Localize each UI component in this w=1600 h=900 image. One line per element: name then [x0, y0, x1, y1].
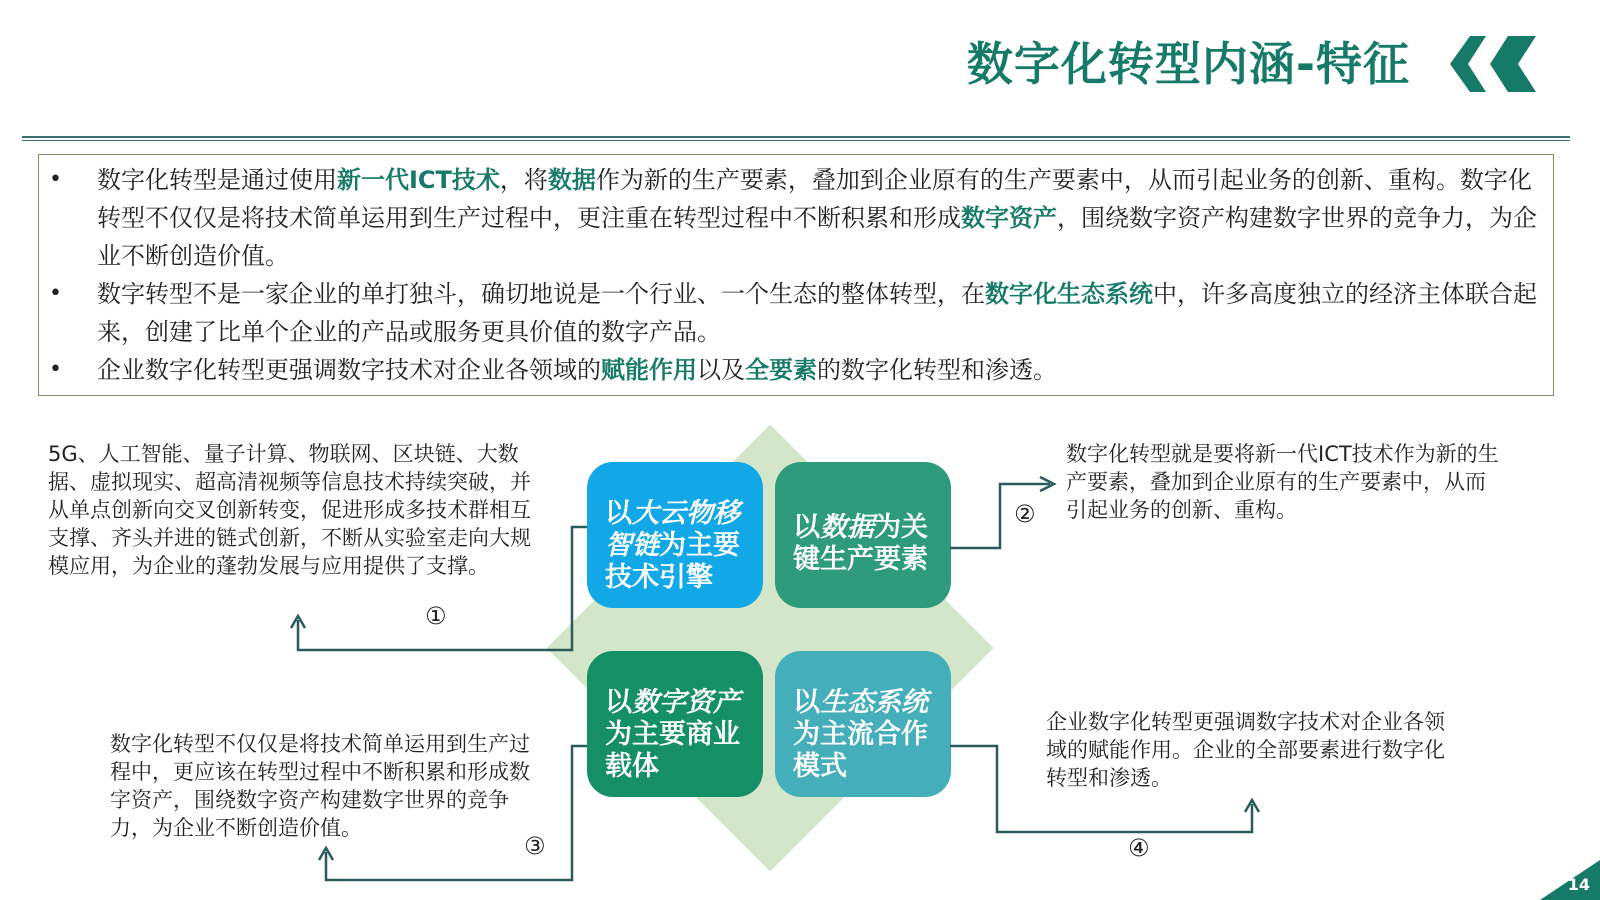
- bullet-marker: •: [49, 167, 62, 192]
- tile-emphasis: 数字资产: [632, 687, 740, 718]
- text-run: 中，许多高度独立的经济主体联合起来，创建了比单个企业的产品或服务更具价值的数字产品。: [97, 280, 1537, 346]
- step-number-2: ②: [1014, 500, 1036, 528]
- text-run: 的数字化转型和渗透。: [817, 356, 1057, 384]
- page-title: 数字化转型内涵-特征: [966, 37, 1410, 91]
- paragraph-tech-engine: 5G、人工智能、量子计算、物联网、区块链、大数据、虚拟现实、超高清视频等信息技术持续突破，并从单点创新向交叉创新转变，促进形成多技术群相互支撑、齐头并进的链式创新，不断从实验室走向大规模应用，为企业的蓬勃发展与应用提供了支撑。: [48, 442, 531, 578]
- tile-text: 为主要商业载体: [605, 719, 740, 782]
- tile-text: 以: [605, 498, 632, 529]
- highlight-run: 数字化生态系统: [985, 280, 1153, 308]
- step-number-1: ①: [425, 602, 447, 630]
- text-run: 作为新的生产要素，叠加到企业原有的生产要素中，从而引起业务的创新、重构。数字化转型不仅仅是将技术简单运用到生产过程中，更注重在转型过程中不断积累和形成: [97, 166, 1532, 232]
- tile-text: 以: [793, 687, 820, 718]
- tile-text: 为主流合作模式: [793, 719, 928, 782]
- connector-line-4: [950, 746, 1252, 832]
- bullet-marker: •: [49, 281, 62, 306]
- text-run: 数字转型不是一家企业的单打独斗，确切地说是一个行业、一个生态的整体转型，在: [97, 280, 985, 308]
- paragraph-ecosystem: 企业数字化转型更强调数字技术对企业各领域的赋能作用。企业的全部要素进行数字化转型和渗透。: [1046, 710, 1445, 790]
- highlight-run: 数字资产: [961, 204, 1057, 232]
- tile-emphasis: 数据: [820, 512, 874, 543]
- highlight-run: 赋能作用: [601, 356, 697, 384]
- text-run: 企业数字化转型更强调数字技术对企业各领域的: [97, 356, 601, 384]
- highlight-run: 数据: [547, 166, 596, 194]
- bullet-marker: •: [49, 357, 62, 382]
- text-run: ，将: [499, 166, 548, 194]
- tile-text: 以: [793, 512, 820, 543]
- text-run: 数字化转型是通过使用: [97, 166, 337, 194]
- tile-text: 以: [605, 687, 632, 718]
- step-number-3: ③: [524, 832, 546, 860]
- connector-line-1: [298, 527, 587, 650]
- tile-emphasis: 生态系统: [820, 687, 928, 718]
- tile-emphasis: 大云物移智链: [605, 498, 740, 561]
- highlight-run: 新一代ICT技术: [337, 166, 500, 194]
- step-number-4: ④: [1128, 834, 1150, 862]
- tile-text: 为主要技术引擎: [605, 530, 740, 593]
- connector-line-3: [326, 746, 587, 880]
- text-run: 以及: [697, 356, 745, 384]
- text-run: ，围绕数字资产构建数字世界的竞争力，为企业不断创造价值。: [97, 204, 1537, 270]
- paragraph-digital-assets: 数字化转型不仅仅是将技术简单运用到生产过程中，更应该在转型过程中不断积累和形成数字资产，围绕数字资产构建数字世界的竞争力，为企业不断创造价值。: [110, 732, 530, 840]
- highlight-run: 全要素: [745, 356, 817, 384]
- page-number: 14: [1567, 875, 1590, 894]
- tile-text: 为关键生产要素: [793, 512, 928, 575]
- paragraph-data-factor: 数字化转型就是要将新一代ICT技术作为新的生产要素，叠加到企业原有的生产要素中，从而引起业务的创新、重构。: [1066, 442, 1499, 522]
